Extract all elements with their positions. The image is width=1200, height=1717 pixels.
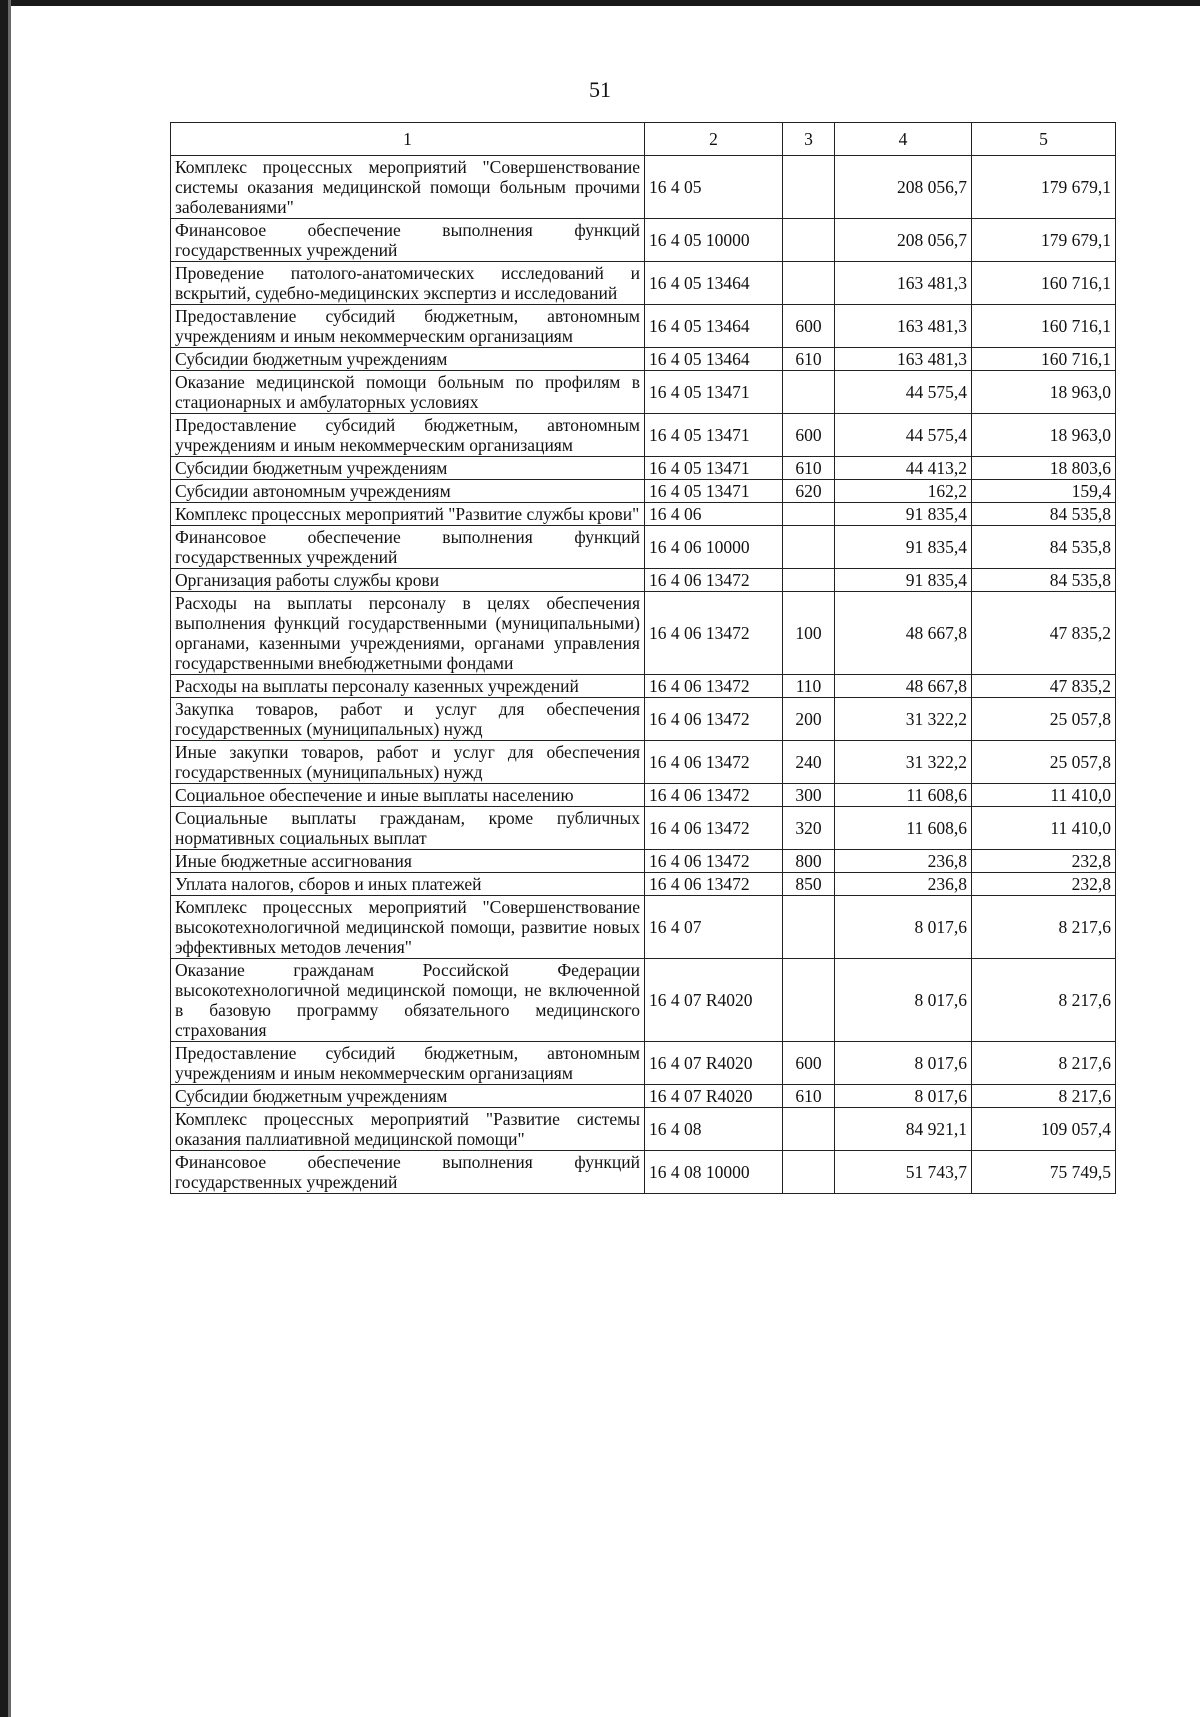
row-value-1: 91 835,4 bbox=[835, 569, 972, 592]
row-value-2: 179 679,1 bbox=[972, 156, 1116, 219]
header-col-1: 1 bbox=[171, 123, 645, 156]
header-col-4: 4 bbox=[835, 123, 972, 156]
row-code: 16 4 06 13472 bbox=[645, 592, 783, 675]
row-value-2: 18 963,0 bbox=[972, 371, 1116, 414]
row-code: 16 4 06 13472 bbox=[645, 741, 783, 784]
row-value-2: 8 217,6 bbox=[972, 1085, 1116, 1108]
row-value-1: 44 575,4 bbox=[835, 371, 972, 414]
row-value-2: 25 057,8 bbox=[972, 698, 1116, 741]
row-name: Субсидии бюджетным учреждениям bbox=[171, 1085, 645, 1108]
row-name: Расходы на выплаты персоналу в целях обеспечения выполнения функций государственными (муниципальными) органами, казенными учреждениями, органами управления государственными внебюджетными фондами bbox=[171, 592, 645, 675]
row-expense-type: 600 bbox=[783, 1042, 835, 1085]
table-row bbox=[171, 741, 1116, 784]
row-name: Комплекс процессных мероприятий "Развитие системы оказания паллиативной медицинской помощи" bbox=[171, 1108, 645, 1151]
row-expense-type bbox=[783, 503, 835, 526]
row-value-2: 18 803,6 bbox=[972, 457, 1116, 480]
row-value-1: 208 056,7 bbox=[835, 156, 972, 219]
row-value-2: 8 217,6 bbox=[972, 896, 1116, 959]
row-value-1: 44 413,2 bbox=[835, 457, 972, 480]
table-row bbox=[171, 675, 1116, 698]
row-value-1: 84 921,1 bbox=[835, 1108, 972, 1151]
row-code: 16 4 05 bbox=[645, 156, 783, 219]
row-name: Социальные выплаты гражданам, кроме публичных нормативных социальных выплат bbox=[171, 807, 645, 850]
table-row bbox=[171, 371, 1116, 414]
row-code: 16 4 05 13464 bbox=[645, 348, 783, 371]
row-code: 16 4 07 R4020 bbox=[645, 1042, 783, 1085]
row-value-2: 11 410,0 bbox=[972, 807, 1116, 850]
row-value-2: 8 217,6 bbox=[972, 1042, 1116, 1085]
row-value-2: 47 835,2 bbox=[972, 592, 1116, 675]
table-row bbox=[171, 896, 1116, 959]
row-expense-type: 600 bbox=[783, 305, 835, 348]
row-value-1: 208 056,7 bbox=[835, 219, 972, 262]
row-name: Финансовое обеспечение выполнения функций государственных учреждений bbox=[171, 219, 645, 262]
row-name: Комплекс процессных мероприятий "Развитие службы крови" bbox=[171, 503, 645, 526]
row-value-2: 18 963,0 bbox=[972, 414, 1116, 457]
row-value-1: 11 608,6 bbox=[835, 807, 972, 850]
row-name: Финансовое обеспечение выполнения функций государственных учреждений bbox=[171, 1151, 645, 1194]
table-row bbox=[171, 305, 1116, 348]
row-code: 16 4 06 13472 bbox=[645, 850, 783, 873]
row-expense-type bbox=[783, 569, 835, 592]
table-row bbox=[171, 959, 1116, 1042]
row-code: 16 4 06 13472 bbox=[645, 807, 783, 850]
row-value-1: 48 667,8 bbox=[835, 675, 972, 698]
table-row bbox=[171, 156, 1116, 219]
row-value-2: 25 057,8 bbox=[972, 741, 1116, 784]
row-name: Субсидии бюджетным учреждениям bbox=[171, 457, 645, 480]
row-name: Оказание гражданам Российской Федерации высокотехнологичной медицинской помощи, не включенной в базовую программу обязательного медицинского страхования bbox=[171, 959, 645, 1042]
row-expense-type bbox=[783, 371, 835, 414]
row-code: 16 4 05 13471 bbox=[645, 414, 783, 457]
row-code: 16 4 06 10000 bbox=[645, 526, 783, 569]
table-row bbox=[171, 480, 1116, 503]
table-row bbox=[171, 457, 1116, 480]
page-number: 51 bbox=[589, 77, 611, 102]
table-row bbox=[171, 414, 1116, 457]
row-code: 16 4 05 13471 bbox=[645, 457, 783, 480]
row-value-1: 31 322,2 bbox=[835, 741, 972, 784]
row-code: 16 4 05 13471 bbox=[645, 480, 783, 503]
table-row bbox=[171, 1042, 1116, 1085]
row-value-1: 8 017,6 bbox=[835, 896, 972, 959]
header-col-3: 3 bbox=[783, 123, 835, 156]
row-code: 16 4 05 13471 bbox=[645, 371, 783, 414]
table-row bbox=[171, 698, 1116, 741]
row-name: Уплата налогов, сборов и иных платежей bbox=[171, 873, 645, 896]
row-name: Социальное обеспечение и иные выплаты населению bbox=[171, 784, 645, 807]
row-value-2: 160 716,1 bbox=[972, 305, 1116, 348]
row-code: 16 4 07 R4020 bbox=[645, 959, 783, 1042]
row-expense-type bbox=[783, 219, 835, 262]
row-value-2: 47 835,2 bbox=[972, 675, 1116, 698]
table-row bbox=[171, 592, 1116, 675]
row-expense-type bbox=[783, 156, 835, 219]
row-name: Предоставление субсидий бюджетным, автономным учреждениям и иным некоммерческим организациям bbox=[171, 1042, 645, 1085]
row-name: Предоставление субсидий бюджетным, автономным учреждениям и иным некоммерческим организациям bbox=[171, 414, 645, 457]
row-value-1: 8 017,6 bbox=[835, 1085, 972, 1108]
row-value-2: 84 535,8 bbox=[972, 569, 1116, 592]
row-value-1: 163 481,3 bbox=[835, 305, 972, 348]
table-row bbox=[171, 526, 1116, 569]
row-expense-type: 610 bbox=[783, 1085, 835, 1108]
row-name: Организация работы службы крови bbox=[171, 569, 645, 592]
row-value-2: 160 716,1 bbox=[972, 262, 1116, 305]
table-row bbox=[171, 1085, 1116, 1108]
budget-table bbox=[170, 122, 1116, 1194]
table-row bbox=[171, 219, 1116, 262]
row-value-1: 91 835,4 bbox=[835, 526, 972, 569]
row-expense-type: 600 bbox=[783, 414, 835, 457]
row-value-2: 75 749,5 bbox=[972, 1151, 1116, 1194]
row-value-1: 51 743,7 bbox=[835, 1151, 972, 1194]
row-expense-type bbox=[783, 896, 835, 959]
row-value-2: 232,8 bbox=[972, 850, 1116, 873]
row-expense-type bbox=[783, 526, 835, 569]
table-row bbox=[171, 784, 1116, 807]
scan-edge-left-shadow bbox=[8, 0, 11, 1717]
row-value-1: 236,8 bbox=[835, 873, 972, 896]
row-code: 16 4 05 10000 bbox=[645, 219, 783, 262]
row-value-2: 8 217,6 bbox=[972, 959, 1116, 1042]
row-name: Иные бюджетные ассигнования bbox=[171, 850, 645, 873]
table-row bbox=[171, 348, 1116, 371]
row-value-1: 44 575,4 bbox=[835, 414, 972, 457]
row-code: 16 4 06 13472 bbox=[645, 569, 783, 592]
row-name: Субсидии бюджетным учреждениям bbox=[171, 348, 645, 371]
row-value-1: 8 017,6 bbox=[835, 1042, 972, 1085]
row-code: 16 4 06 bbox=[645, 503, 783, 526]
row-expense-type bbox=[783, 262, 835, 305]
row-code: 16 4 06 13472 bbox=[645, 675, 783, 698]
table-row bbox=[171, 503, 1116, 526]
row-name: Иные закупки товаров, работ и услуг для обеспечения государственных (муниципальных) нужд bbox=[171, 741, 645, 784]
row-name: Комплекс процессных мероприятий "Совершенствование системы оказания медицинской помощи больным прочими заболеваниями" bbox=[171, 156, 645, 219]
row-expense-type: 100 bbox=[783, 592, 835, 675]
table-row bbox=[171, 569, 1116, 592]
row-value-1: 163 481,3 bbox=[835, 348, 972, 371]
row-name: Предоставление субсидий бюджетным, автономным учреждениям и иным некоммерческим организациям bbox=[171, 305, 645, 348]
row-expense-type: 610 bbox=[783, 457, 835, 480]
row-expense-type: 110 bbox=[783, 675, 835, 698]
row-expense-type bbox=[783, 1151, 835, 1194]
row-expense-type: 850 bbox=[783, 873, 835, 896]
header-col-2: 2 bbox=[645, 123, 783, 156]
row-expense-type: 300 bbox=[783, 784, 835, 807]
row-value-1: 236,8 bbox=[835, 850, 972, 873]
row-value-2: 159,4 bbox=[972, 480, 1116, 503]
table-row bbox=[171, 850, 1116, 873]
row-value-1: 162,2 bbox=[835, 480, 972, 503]
table-header-row bbox=[171, 123, 1116, 156]
scan-edge-left bbox=[0, 0, 8, 1717]
row-code: 16 4 06 13472 bbox=[645, 873, 783, 896]
row-code: 16 4 06 13472 bbox=[645, 784, 783, 807]
row-name: Закупка товаров, работ и услуг для обеспечения государственных (муниципальных) нужд bbox=[171, 698, 645, 741]
row-name: Комплекс процессных мероприятий "Совершенствование высокотехнологичной медицинской помощи, развитие новых эффективных методов лечения" bbox=[171, 896, 645, 959]
row-expense-type bbox=[783, 959, 835, 1042]
row-value-2: 109 057,4 bbox=[972, 1108, 1116, 1151]
header-col-5: 5 bbox=[972, 123, 1116, 156]
row-code: 16 4 06 13472 bbox=[645, 698, 783, 741]
row-value-1: 48 667,8 bbox=[835, 592, 972, 675]
row-expense-type: 320 bbox=[783, 807, 835, 850]
table-row bbox=[171, 262, 1116, 305]
row-name: Оказание медицинской помощи больным по профилям в стационарных и амбулаторных условиях bbox=[171, 371, 645, 414]
row-name: Субсидии автономным учреждениям bbox=[171, 480, 645, 503]
row-value-1: 31 322,2 bbox=[835, 698, 972, 741]
table-row bbox=[171, 807, 1116, 850]
row-code: 16 4 07 R4020 bbox=[645, 1085, 783, 1108]
row-expense-type: 200 bbox=[783, 698, 835, 741]
row-code: 16 4 05 13464 bbox=[645, 305, 783, 348]
row-code: 16 4 05 13464 bbox=[645, 262, 783, 305]
row-expense-type: 620 bbox=[783, 480, 835, 503]
row-code: 16 4 08 bbox=[645, 1108, 783, 1151]
row-value-2: 11 410,0 bbox=[972, 784, 1116, 807]
row-value-1: 11 608,6 bbox=[835, 784, 972, 807]
row-name: Проведение патолого-анатомических исследований и вскрытий, судебно-медицинских экспертиз и исследований bbox=[171, 262, 645, 305]
row-name: Расходы на выплаты персоналу казенных учреждений bbox=[171, 675, 645, 698]
row-value-2: 84 535,8 bbox=[972, 526, 1116, 569]
row-expense-type bbox=[783, 1108, 835, 1151]
row-value-2: 232,8 bbox=[972, 873, 1116, 896]
row-value-2: 84 535,8 bbox=[972, 503, 1116, 526]
row-code: 16 4 08 10000 bbox=[645, 1151, 783, 1194]
row-value-1: 8 017,6 bbox=[835, 959, 972, 1042]
row-expense-type: 800 bbox=[783, 850, 835, 873]
table-row bbox=[171, 1108, 1116, 1151]
row-expense-type: 610 bbox=[783, 348, 835, 371]
row-value-2: 160 716,1 bbox=[972, 348, 1116, 371]
row-name: Финансовое обеспечение выполнения функций государственных учреждений bbox=[171, 526, 645, 569]
row-value-2: 179 679,1 bbox=[972, 219, 1116, 262]
row-value-1: 91 835,4 bbox=[835, 503, 972, 526]
row-expense-type: 240 bbox=[783, 741, 835, 784]
scan-edge-top bbox=[0, 0, 1200, 6]
table-row bbox=[171, 1151, 1116, 1194]
table-row bbox=[171, 873, 1116, 896]
row-value-1: 163 481,3 bbox=[835, 262, 972, 305]
row-code: 16 4 07 bbox=[645, 896, 783, 959]
